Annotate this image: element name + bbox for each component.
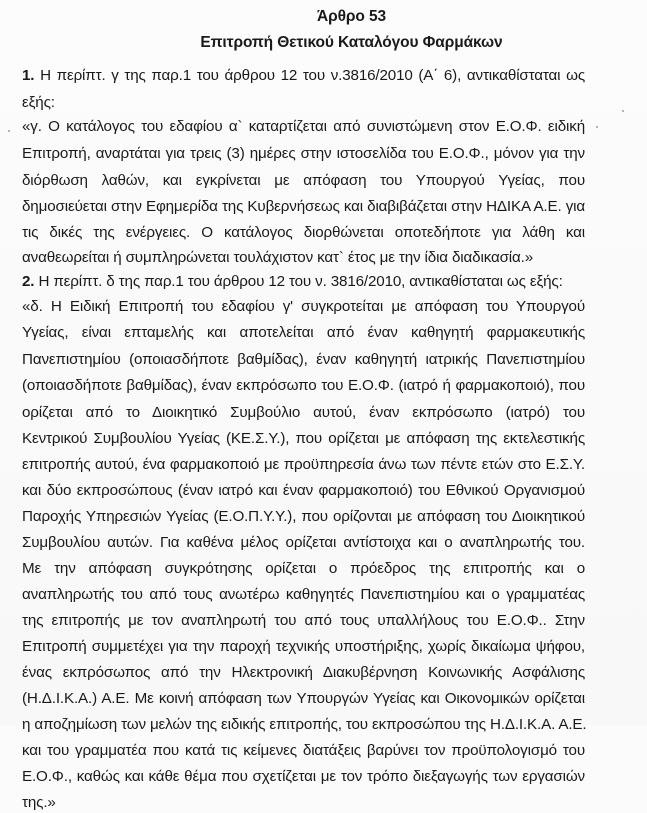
paragraph-2-line-5: (οποιασδήποτε βαθμίδας), έναν εκπρόσωπο του Ε.Ο.Φ. (ιατρό ή φαρμακοποιό), που [22,377,585,394]
article-subtitle: Επιτροπή Θετικού Καταλόγου Φαρμάκων [200,34,503,51]
paragraph-2-line-16: ένας εκπρόσωπος από την Ηλεκτρονική Διακυβέρνηση Κοινωνικής Ασφάλισης [22,664,585,681]
paragraph-2-line-2: «δ. Η Ειδική Επιτροπή του εδαφίου γ' συγκροτείται με απόφαση του Υπουργού [22,298,585,315]
paragraph-2-line-12: Με την απόφαση συγκρότησης ορίζεται ο πρόεδρος της επιτροπής και ο [22,560,585,577]
paragraph-2-line-4: Πανεπιστημίου (οποιασδήποτε βαθμίδας), έναν καθηγητή ιατρικής Πανεπιστημίου [22,351,585,368]
paragraph-1-line-2: εξής: [22,94,55,111]
paragraph-2-line-15: Επιτροπή συμμετέχει για την παροχή τεχνικής υποστήριξης, χωρίς δικαίωμα ψήφου, [22,638,585,655]
article-title: Άρθρο 53 [317,8,386,25]
paragraph-2-line-8: επιτροπής αυτού, ένα φαρμακοποιό με προϋπηρεσία άνω των πέντε ετών στο Ε.Σ.Υ. [22,456,585,473]
paragraph-number: 2. [22,273,35,290]
paragraph-2-line-9: και δύο εκπροσώπους (έναν ιατρό και έναν φαρμακοποιό) του Εθνικού Οργανισμού [22,482,585,499]
paragraph-1-line-3: «γ. Ο κατάλογος του εδαφίου α` καταρτίζεται από συνιστώμενη στον Ε.Ο.Φ. ειδική [22,118,585,135]
paragraph-2-line-7: Κεντρικού Συμβουλίου Υγείας (ΚΕ.Σ.Υ.), που ορίζεται με απόφαση της εκτελεστικής [22,430,585,447]
paragraph-1-line-6: δημοσιεύεται στην Εφημερίδα της Κυβερνήσεως και διαβιβάζεται στην ΗΔΙΚΑ Α.Ε. για [22,198,585,215]
paragraph-1-line-8: αναθεωρείται ή συμπληρώνεται τουλάχιστον κατ` έτος με την ίδια διαδικασία.» [22,249,534,266]
paragraph-2-line-1: 2. Η περίπτ. δ της παρ.1 του άρθρου 12 του ν. 3816/2010, αντικαθίσταται ως εξής: [22,273,563,290]
paragraph-2-line-11: Συμβουλίου αυτών. Για καθένα μέλος ορίζεται αντίστοιχα και ο αναπληρωτής του. [22,534,585,551]
paragraph-1-line-5: διόρθωση λαθών, και εγκρίνεται με απόφαση του Υπουργού Υγείας, που [22,172,585,189]
paragraph-2-line-3: Υγείας, είναι επταμελής και αποτελείται από έναν καθηγητή φαρμακευτικής [22,324,585,341]
paragraph-2-line-19: και του γραμματέα που κατά τις κείμενες διατάξεις βαρύνει τον προϋπολογισμό του [22,742,585,759]
scan-speck [596,126,598,128]
paragraph-2-line-21: της.» [22,794,56,811]
paragraph-2-line-14: της επιτροπής με τον αναπληρωτή του από τους υπαλλήλους του Ε.Ο.Φ.. Στην [22,612,585,629]
paragraph-1-line-4: Επιτροπή, αναρτάται για τρεις (3) ημέρες στην ιστοσελίδα του Ε.Ο.Φ., μόνον για την [22,145,585,162]
paragraph-2-line-6: ορίζεται από το Διοικητικό Συμβούλιο αυτού, έναν εκπρόσωπο (ιατρό) του [22,404,585,421]
paragraph-number: 1. [22,67,35,84]
paragraph-1-line-1: 1. Η περίπτ. γ της παρ.1 του άρθρου 12 του ν.3816/2010 (Α΄ 6), αντικαθίσταται ως [22,67,585,84]
scan-speck [8,130,10,132]
paragraph-2-line-17: (Η.Δ.Ι.Κ.Α.) Α.Ε. Με κοινή απόφαση των Υπουργών Υγείας και Οικονομικών ορίζεται [22,690,585,707]
paragraph-1-line-7: τις δικές της ενέργειες. Ο κατάλογος διορθώνεται οποτεδήποτε για λάθη και [22,224,585,241]
paragraph-2-line-13: αναπληρωτής του από τους ανωτέρω καθηγητές Πανεπιστημίου και ο γραμματέας [22,586,585,603]
paragraph-2-line-20: Ε.Ο.Φ., καθώς και κάθε θέμα που σχετίζεται με τον τρόπο διεξαγωγής των εργασιών [22,768,585,785]
paragraph-2-line-10: Παροχής Υπηρεσιών Υγείας (Ε.Ο.Π.Υ.Υ.), που ορίζονται με απόφαση του Διοικητικού [22,508,585,525]
scan-speck [622,110,624,112]
paragraph-2-line-18: η αποζημίωση των μελών της ειδικής επιτροπής, του εκπροσώπου της Η.Δ.Ι.Κ.Α. Α.Ε. [22,716,587,733]
